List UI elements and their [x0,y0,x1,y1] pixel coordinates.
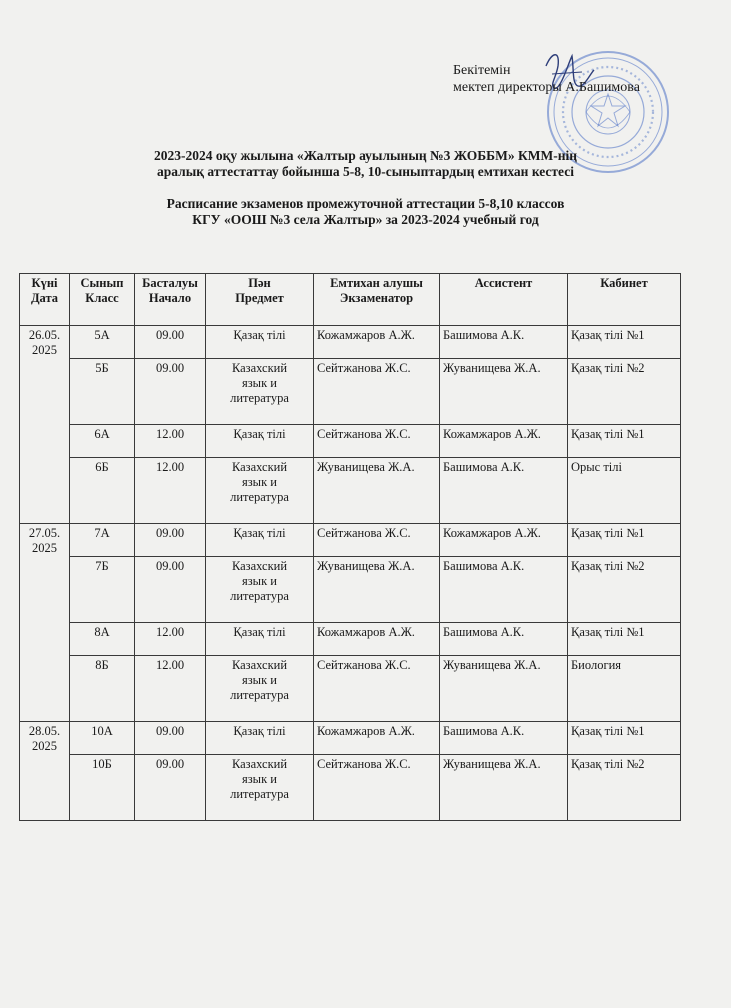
title-kazakh [60,148,671,180]
assistant-cell: Жуванищева Ж.А. [440,656,568,722]
examiner-cell: Кожамжаров А.Ж. [314,326,440,359]
subject-line: Қазақ тілі [233,328,286,342]
start-time-cell: 12.00 [135,425,206,458]
class-cell: 8Б [70,656,135,722]
examiner-cell: Сейтжанова Ж.С. [314,425,440,458]
date-text: 27.05. [28,526,61,540]
start-time-cell: 09.00 [135,557,206,623]
start-time-cell: 09.00 [135,524,206,557]
subject-line: язык и [242,673,277,687]
class-cell: 6Б [70,458,135,524]
room-cell: Қазақ тілі №1 [568,326,681,359]
title-russian-line-2: КГУ «ООШ №3 села Жалтыр» за 2023-2024 учебный год [192,212,539,227]
table-row [20,359,681,425]
subject-cell [206,656,314,722]
header-examiner: Емтихан алушы Экзаменатор [314,274,440,326]
subject-line: Қазақ тілі [233,724,286,738]
table-row [20,623,681,656]
class-cell: 8А [70,623,135,656]
header-assistant: Ассистент [440,274,568,326]
room-cell: Қазақ тілі №2 [568,359,681,425]
title-russian-line-1: Расписание экзаменов промежуточной аттестации 5-8,10 классов [166,196,565,211]
examiner-cell: Кожамжаров А.Ж. [314,722,440,755]
assistant-cell: Башимова А.К. [440,623,568,656]
date-text: 2025 [32,739,57,753]
room-cell: Қазақ тілі №1 [568,425,681,458]
examiner-cell: Сейтжанова Ж.С. [314,359,440,425]
table-row [20,755,681,821]
subject-line: язык и [242,376,277,390]
class-cell: 10Б [70,755,135,821]
start-time-cell: 12.00 [135,458,206,524]
exam-schedule-table [19,273,681,821]
subject-cell [206,425,314,458]
approval-line-2: мектеп директоры А.Башимова [453,80,640,95]
subject-cell [206,557,314,623]
date-cell [20,524,70,722]
subject-cell [206,623,314,656]
table-row [20,425,681,458]
start-time-cell: 12.00 [135,623,206,656]
class-cell: 7Б [70,557,135,623]
assistant-cell: Башимова А.К. [440,326,568,359]
header-room: Кабинет [568,274,681,326]
subject-line: литература [230,490,289,504]
class-cell: 10А [70,722,135,755]
title-kazakh-line-2: аралық аттестаттау бойынша 5-8, 10-сыныптардың емтихан кестесі [157,164,574,179]
start-time-cell: 09.00 [135,326,206,359]
examiner-cell: Жуванищева Ж.А. [314,458,440,524]
subject-line: литература [230,589,289,603]
subject-line: Казахский [231,757,288,771]
date-cell [20,326,70,524]
subject-cell [206,524,314,557]
assistant-cell: Башимова А.К. [440,458,568,524]
approval-line-1: Бекітемін [453,63,511,78]
subject-line: Қазақ тілі [233,625,286,639]
table-header-row [20,274,681,326]
header-class: Сынып Класс [70,274,135,326]
subject-line: литература [230,787,289,801]
header-subject: Пән Предмет [206,274,314,326]
header-start: Басталуы Начало [135,274,206,326]
subject-cell [206,755,314,821]
subject-line: Казахский [231,658,288,672]
subject-cell [206,326,314,359]
assistant-cell: Жуванищева Ж.А. [440,755,568,821]
assistant-cell: Кожамжаров А.Ж. [440,425,568,458]
class-cell: 5Б [70,359,135,425]
assistant-cell: Кожамжаров А.Ж. [440,524,568,557]
assistant-cell: Башимова А.К. [440,722,568,755]
assistant-cell: Жуванищева Ж.А. [440,359,568,425]
examiner-cell: Кожамжаров А.Ж. [314,623,440,656]
table-row [20,722,681,755]
date-text: 26.05. [28,328,61,342]
table-row [20,557,681,623]
examiner-cell: Сейтжанова Ж.С. [314,524,440,557]
subject-line: Казахский [231,460,288,474]
title-russian [60,196,671,228]
table-row [20,326,681,359]
subject-line: язык и [242,574,277,588]
subject-line: язык и [242,772,277,786]
date-text: 2025 [32,343,57,357]
room-cell: Қазақ тілі №1 [568,524,681,557]
start-time-cell: 12.00 [135,656,206,722]
header-date: Күні Дата [20,274,70,326]
date-text: 28.05. [28,724,61,738]
table-row [20,656,681,722]
table-row [20,524,681,557]
class-cell: 5А [70,326,135,359]
subject-line: язык и [242,475,277,489]
examiner-cell: Сейтжанова Ж.С. [314,755,440,821]
room-cell: Қазақ тілі №1 [568,722,681,755]
start-time-cell: 09.00 [135,722,206,755]
subject-cell [206,722,314,755]
assistant-cell: Башимова А.К. [440,557,568,623]
subject-line: Қазақ тілі [233,526,286,540]
approval-block [453,62,640,96]
examiner-cell: Сейтжанова Ж.С. [314,656,440,722]
room-cell: Орыс тілі [568,458,681,524]
subject-cell [206,458,314,524]
subject-line: литература [230,391,289,405]
room-cell: Қазақ тілі №2 [568,557,681,623]
title-kazakh-line-1: 2023-2024 оқу жылына «Жалтыр ауылының №3 ЖОББМ» КММ-нің [153,148,578,163]
date-text: 2025 [32,541,57,555]
subject-line: Казахский [231,559,288,573]
start-time-cell: 09.00 [135,359,206,425]
start-time-cell: 09.00 [135,755,206,821]
room-cell: Қазақ тілі №2 [568,755,681,821]
subject-line: Казахский [231,361,288,375]
table-body [20,326,681,821]
table-row [20,458,681,524]
class-cell: 6А [70,425,135,458]
date-cell [20,722,70,821]
subject-line: Қазақ тілі [233,427,286,441]
class-cell: 7А [70,524,135,557]
examiner-cell: Жуванищева Ж.А. [314,557,440,623]
subject-cell [206,359,314,425]
room-cell: Қазақ тілі №1 [568,623,681,656]
subject-line: литература [230,688,289,702]
room-cell: Биология [568,656,681,722]
